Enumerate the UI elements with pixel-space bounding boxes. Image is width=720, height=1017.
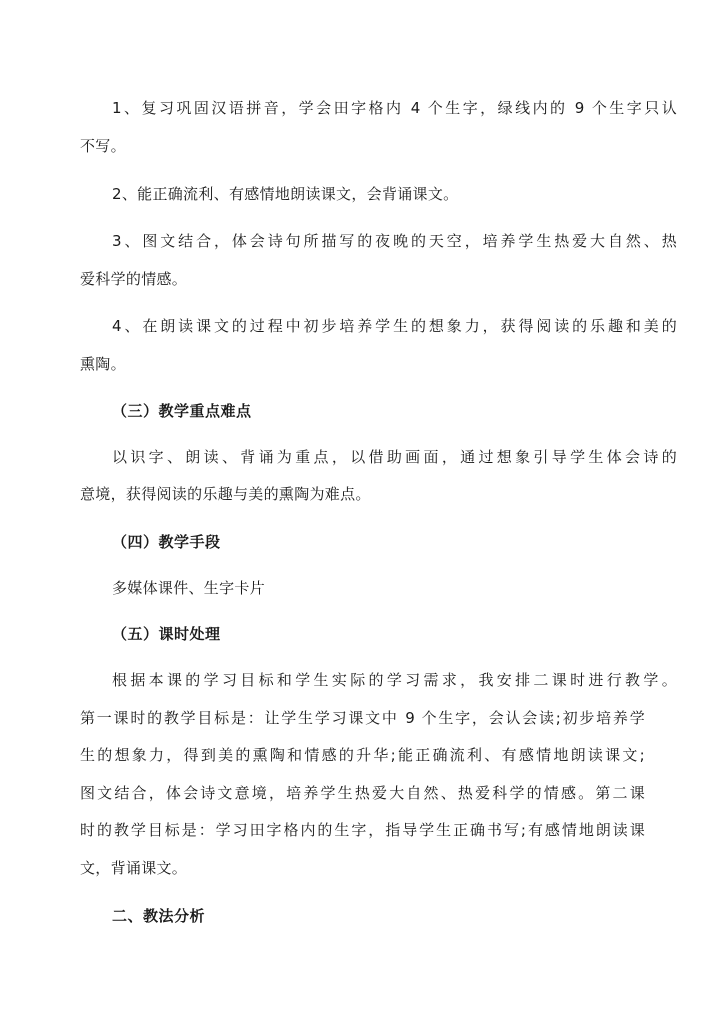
section-5-line-4: 图文结合，体会诗文意境，培养学生热爱大自然、热爱科学的情感。第二课 [80, 784, 645, 802]
section-5-line-6: 文，背诵课文。 [80, 859, 188, 877]
goal-4-line-1: 4、在朗读课文的过程中初步培养学生的想象力，获得阅读的乐趣和美的 [112, 317, 677, 335]
section-5-line-5: 时的教学目标是：学习田字格内的生字，指导学生正确书写;有感情地朗读课 [80, 821, 645, 839]
goal-4-line-2: 熏陶。 [80, 355, 126, 373]
section-5-line-3: 生的想象力，得到美的熏陶和情感的升华;能正确流利、有感情地朗读课文; [80, 746, 645, 764]
goal-2-line-1: 2、能正确流利、有感情地朗读课文，会背诵课文。 [112, 185, 459, 203]
goal-3-line-2: 爱科学的情感。 [80, 270, 188, 288]
section-5-heading: （五）课时处理 [112, 625, 221, 643]
section-5-line-1: 根据本课的学习目标和学生实际的学习需求，我安排二课时进行教学。 [112, 671, 677, 689]
section-4-heading: （四）教学手段 [112, 533, 221, 551]
section-3-heading: （三）教学重点难点 [112, 402, 252, 420]
section-5-line-2: 第一课时的教学目标是：让学生学习课文中 9 个生字，会认会读;初步培养学 [80, 709, 645, 727]
section-4-text: 多媒体课件、生字卡片 [112, 579, 266, 597]
section-3-line-1: 以识字、朗读、背诵为重点，以借助画面，通过想象引导学生体会诗的 [112, 448, 677, 466]
goal-1-line-1: 1、复习巩固汉语拼音，学会田字格内 4 个生字，绿线内的 9 个生字只认 [112, 99, 677, 117]
section-3-line-2: 意境，获得阅读的乐趣与美的熏陶为难点。 [80, 485, 371, 503]
section-two-heading: 二、教法分析 [112, 907, 206, 925]
goal-3-line-1: 3、图文结合，体会诗句所描写的夜晚的天空，培养学生热爱大自然、热 [112, 232, 677, 250]
goal-1-line-2: 不写。 [80, 137, 126, 155]
